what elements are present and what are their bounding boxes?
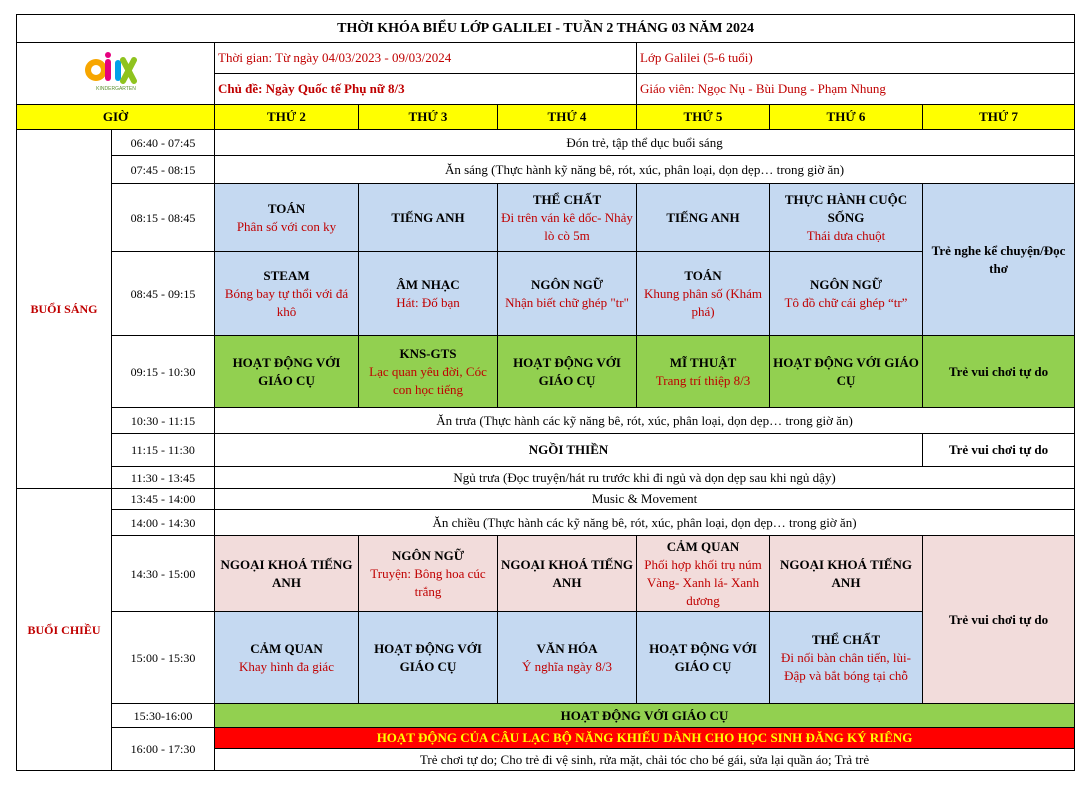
activity-title: STEAM	[263, 267, 310, 283]
logo	[17, 43, 215, 105]
activity-title: ÂM NHẠC	[396, 276, 460, 292]
activity-detail: Thái dưa chuột	[806, 227, 886, 243]
time-slot: 09:15 - 10:30	[112, 336, 215, 408]
activity-title: TIẾNG ANH	[666, 209, 740, 225]
activity-detail: Hát: Đố bạn	[396, 294, 460, 310]
activity-detail: Bóng bay tự thổi với đá khô	[224, 285, 349, 319]
activity-cell	[498, 252, 637, 336]
activity-title: NGOẠI KHOÁ TIẾNG ANH	[780, 556, 912, 590]
activity-title: MĨ THUẬT	[669, 354, 737, 370]
activity-detail: Truyện: Bông hoa cúc trắng	[370, 565, 486, 599]
activity-detail: Tô đồ chữ cái ghép “tr”	[784, 294, 908, 310]
activity-cell	[637, 536, 770, 612]
saturday-story: Trẻ nghe kể chuyện/Đọc thơ	[923, 184, 1075, 336]
activity-cell	[359, 536, 498, 612]
session-afternoon: BUỔI CHIỀU	[17, 489, 112, 771]
activity-cell	[770, 612, 923, 704]
activity-wide: Ăn chiều (Thực hành các kỹ năng bê, rót, xúc, phân loại, dọn dẹp… trong giờ ăn)	[215, 510, 1075, 536]
activity-title: HOẠT ĐỘNG VỚI GIÁO CỤ	[773, 354, 919, 388]
activity-title: HOẠT ĐỘNG VỚI GIÁO CỤ	[374, 640, 482, 674]
activity-detail: Khay hình đa giác	[239, 658, 334, 674]
activity-wide: HOẠT ĐỘNG VỚI GIÁO CỤ	[215, 704, 1075, 728]
time-slot: 15:30-16:00	[112, 704, 215, 728]
time-slot: 15:00 - 15:30	[112, 612, 215, 704]
activity-cell	[637, 184, 770, 252]
activity-title: NGÔN NGỮ	[391, 547, 465, 563]
activity-cell	[215, 184, 359, 252]
activity-detail: Nhận biết chữ ghép "tr"	[505, 294, 629, 310]
activity-wide: NGỒI THIỀN	[215, 434, 923, 467]
activity-detail: Đi trên ván kê dốc- Nhảy lò cò 5m	[501, 209, 633, 243]
time-slot: 16:00 - 17:30	[112, 728, 215, 771]
activity-wide: Ngủ trưa (Đọc truyện/hát ru trước khi đi ngủ và dọn dẹp sau khi ngủ dậy)	[215, 467, 1075, 489]
activity-detail: Đi nối bàn chân tiến, lùi- Đập và bắt bóng tại chỗ	[781, 649, 911, 683]
activity-cell	[498, 536, 637, 612]
header-day: THỨ 7	[923, 105, 1075, 130]
activity-wide: Đón trẻ, tập thể dục buổi sáng	[215, 130, 1075, 156]
time-slot: 08:45 - 09:15	[112, 252, 215, 336]
activity-cell	[215, 336, 359, 408]
activity-cell	[498, 612, 637, 704]
activity-title: CẢM QUAN	[666, 538, 740, 554]
activity-cell	[637, 612, 770, 704]
activity-title: Trẻ vui chơi tự do	[948, 363, 1049, 379]
club-activity-banner: HOẠT ĐỘNG CỦA CÂU LẠC BỘ NĂNG KHIẾU DÀNH CHO HỌC SINH ĐĂNG KÝ RIÊNG	[215, 728, 1075, 749]
logo-caption: KINDERGARTEN	[95, 86, 136, 92]
activity-cell	[498, 184, 637, 252]
activity-title: TOÁN	[684, 267, 722, 283]
activity-title: NGOẠI KHOÁ TIẾNG ANH	[220, 556, 353, 590]
activity-cell	[359, 184, 498, 252]
activity-title: HOẠT ĐỘNG VỚI GIÁO CỤ	[513, 354, 621, 388]
activity-detail: Ý nghĩa ngày 8/3	[522, 658, 612, 674]
activity-detail: Phân số với con ky	[236, 218, 337, 234]
activity-wide: Trẻ chơi tự do; Cho trẻ đi vệ sinh, rửa mặt, chải tóc cho bé gái, sửa lại quần áo; Trả trẻ	[215, 749, 1075, 771]
activity-detail: Phối hợp khối trụ núm Vàng- Xanh lá- Xanh dương	[644, 556, 762, 608]
activity-cell	[359, 336, 498, 408]
activity-cell	[215, 536, 359, 612]
activity-detail: Lạc quan yêu đời, Cóc con học tiếng	[369, 363, 487, 397]
activity-cell	[498, 336, 637, 408]
time-slot: 07:45 - 08:15	[112, 156, 215, 184]
time-slot: 14:00 - 14:30	[112, 510, 215, 536]
time-slot: 10:30 - 11:15	[112, 408, 215, 434]
activity-cell	[770, 336, 923, 408]
activity-title: THỂ CHẤT	[532, 191, 602, 207]
class-name: Lớp Galilei (5-6 tuổi)	[637, 43, 1075, 74]
time-slot: 06:40 - 07:45	[112, 130, 215, 156]
activity-cell	[770, 252, 923, 336]
activity-title: TOÁN	[267, 200, 306, 216]
activity-title: NGÔN NGỮ	[809, 276, 883, 292]
timetable	[16, 14, 1075, 771]
session-morning: BUỔI SÁNG	[17, 130, 112, 489]
page-title: THỜI KHÓA BIỂU LỚP GALILEI - TUẦN 2 THÁNG 03 NĂM 2024	[17, 15, 1075, 43]
activity-title: HOẠT ĐỘNG VỚI GIÁO CỤ	[649, 640, 757, 674]
activity-title: THỰC HÀNH CUỘC SỐNG	[784, 191, 908, 225]
header-day: THỨ 3	[359, 105, 498, 130]
activity-title: TIẾNG ANH	[391, 209, 465, 225]
header-day: THỨ 4	[498, 105, 637, 130]
activity-detail: Trang trí thiệp 8/3	[655, 372, 751, 388]
activity-detail: Khung phân số (Khám phá)	[643, 285, 763, 319]
teachers: Giáo viên: Ngọc Nụ - Bùi Dung - Phạm Nhung	[637, 74, 1075, 105]
saturday-free: Trẻ vui chơi tự do	[923, 434, 1075, 467]
time-slot: 11:15 - 11:30	[112, 434, 215, 467]
header-day: THỨ 2	[215, 105, 359, 130]
time-slot: 11:30 - 13:45	[112, 467, 215, 489]
activity-cell	[359, 252, 498, 336]
activity-title: THỂ CHẤT	[811, 631, 881, 647]
activity-cell	[637, 252, 770, 336]
activity-cell	[215, 252, 359, 336]
activity-title: NGOẠI KHOÁ TIẾNG ANH	[501, 556, 633, 590]
time-slot: 13:45 - 14:00	[112, 489, 215, 510]
activity-wide: Ăn sáng (Thực hành kỹ năng bê, rót, xúc, phân loại, dọn dẹp… trong giờ ăn)	[215, 156, 1075, 184]
theme: Chủ đề: Ngày Quốc tế Phụ nữ 8/3	[215, 74, 637, 105]
activity-cell	[637, 336, 770, 408]
activity-title: KNS-GTS	[399, 345, 457, 361]
activity-title: VĂN HÓA	[536, 640, 598, 656]
time-slot: 14:30 - 15:00	[112, 536, 215, 612]
saturday-free: Trẻ vui chơi tự do	[923, 536, 1075, 704]
header-day: THỨ 6	[770, 105, 923, 130]
school-logo-icon	[74, 48, 158, 94]
activity-title: NGÔN NGỮ	[530, 276, 604, 292]
activity-cell	[215, 612, 359, 704]
activity-cell	[770, 536, 923, 612]
time-slot: 08:15 - 08:45	[112, 184, 215, 252]
header-hour: GIỜ	[17, 105, 215, 130]
activity-cell	[359, 612, 498, 704]
activity-cell	[923, 336, 1075, 408]
activity-title: HOẠT ĐỘNG VỚI GIÁO CỤ	[232, 354, 341, 388]
activity-title: CẢM QUAN	[250, 640, 323, 656]
header-day: THỨ 5	[637, 105, 770, 130]
activity-wide: Ăn trưa (Thực hành các kỹ năng bê, rót, xúc, phân loại, dọn dẹp… trong giờ ăn)	[215, 408, 1075, 434]
activity-wide: Music & Movement	[215, 489, 1075, 510]
date-range: Thời gian: Từ ngày 04/03/2023 - 09/03/2024	[215, 43, 637, 74]
activity-cell	[770, 184, 923, 252]
